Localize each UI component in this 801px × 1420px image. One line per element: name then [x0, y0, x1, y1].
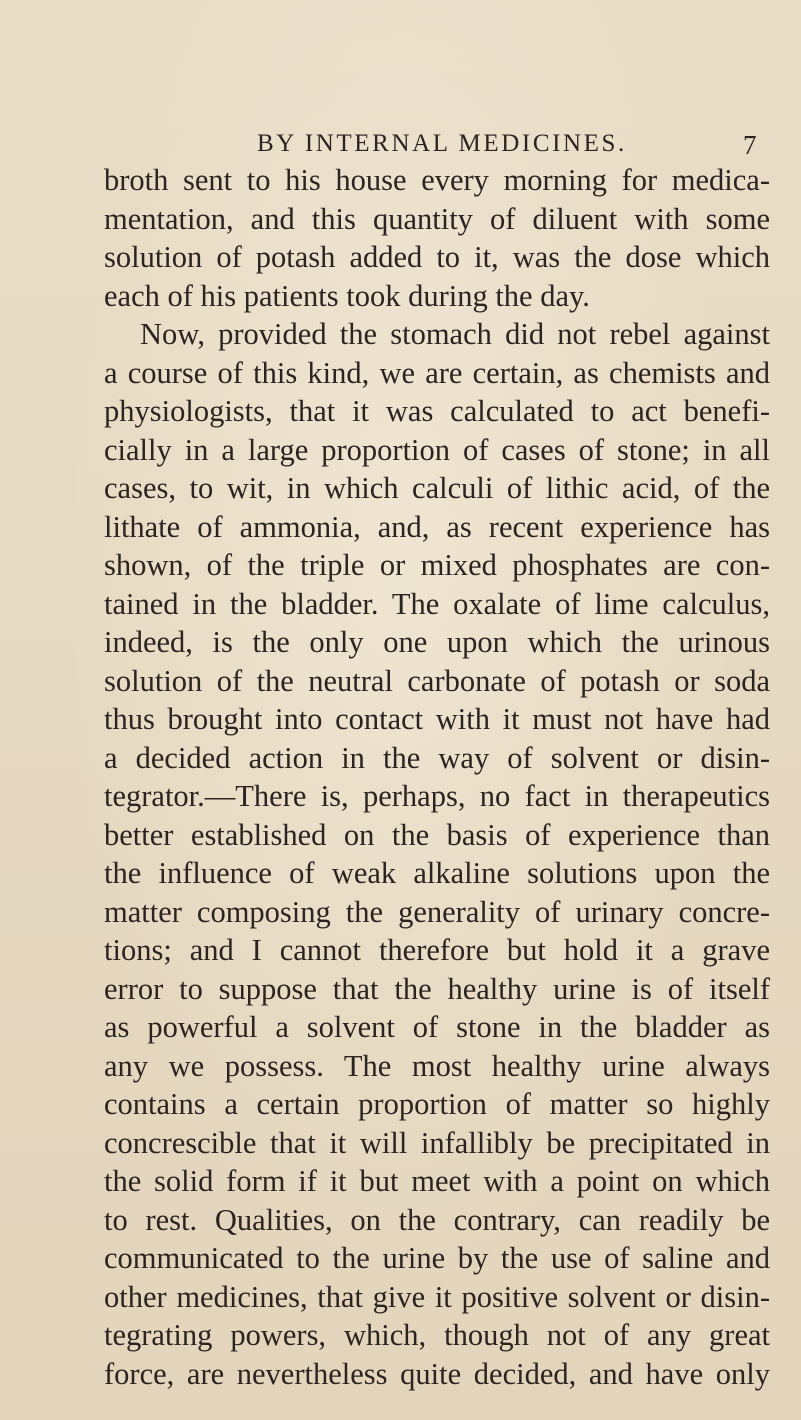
text-line: better established on the basis of experience than — [104, 817, 770, 852]
text-line: the solid form if it but meet with a point on which — [104, 1164, 770, 1198]
body-text — [104, 161, 770, 1393]
text-line: lithate of ammonia, and, as recent experience has — [104, 509, 770, 544]
running-title: BY INTERNAL MEDICINES. — [257, 130, 627, 157]
text-line: contains a certain proportion of matter so highly — [104, 1087, 770, 1121]
text-line: physiologists, that it was calculated to act benefi- — [104, 394, 770, 428]
text-line: thus brought into contact with it must not have had — [104, 702, 770, 736]
text-line: tions; and I cannot therefore but hold it a grave — [104, 933, 770, 967]
text-line: tegrator.—There is, perhaps, no fact in therapeutics — [104, 779, 770, 813]
text-line: solution of the neutral carbonate of potash or soda — [104, 663, 770, 698]
text-line: a course of this kind, we are certain, as chemists and — [104, 355, 770, 390]
text-line: tegrating powers, which, though not of any great — [104, 1318, 770, 1352]
page-number: 7 — [743, 130, 760, 160]
text-line: concrescible that it will infallibly be precipitated in — [104, 1125, 770, 1160]
text-line: force, are nevertheless quite decided, and have only — [104, 1356, 770, 1391]
text-line: mentation, and this quantity of diluent with some — [104, 201, 770, 236]
text-line: cases, to wit, in which calculi of lithic acid, of the — [104, 471, 770, 505]
text-line: as powerful a solvent of stone in the bladder as — [104, 1010, 770, 1044]
text-line: each of his patients took during the day. — [104, 278, 590, 313]
text-line: tained in the bladder. The oxalate of lime calculus, — [104, 586, 770, 621]
text-line: shown, of the triple or mixed phosphates are con- — [104, 548, 770, 582]
text-line: broth sent to his house every morning for medica- — [104, 163, 770, 197]
text-line: Now, provided the stomach did not rebel against — [140, 317, 770, 351]
text-line: to rest. Qualities, on the contrary, can readily be — [104, 1202, 770, 1237]
text-line: any we possess. The most healthy urine always — [104, 1048, 770, 1083]
text-line: matter composing the generality of urinary concre- — [104, 894, 770, 929]
text-line: communicated to the urine by the use of saline and — [104, 1241, 770, 1275]
text-line: solution of potash added to it, was the dose which — [104, 240, 770, 274]
text-line: cially in a large proportion of cases of stone; in all — [104, 432, 770, 467]
text-line: a decided action in the way of solvent or disin- — [104, 740, 770, 775]
text-line: the influence of weak alkaline solutions upon the — [104, 856, 770, 890]
text-line: other medicines, that give it positive solvent or disin- — [104, 1279, 770, 1314]
text-line: error to suppose that the healthy urine is of itself — [104, 971, 770, 1006]
text-line: indeed, is the only one upon which the urinous — [104, 625, 770, 659]
